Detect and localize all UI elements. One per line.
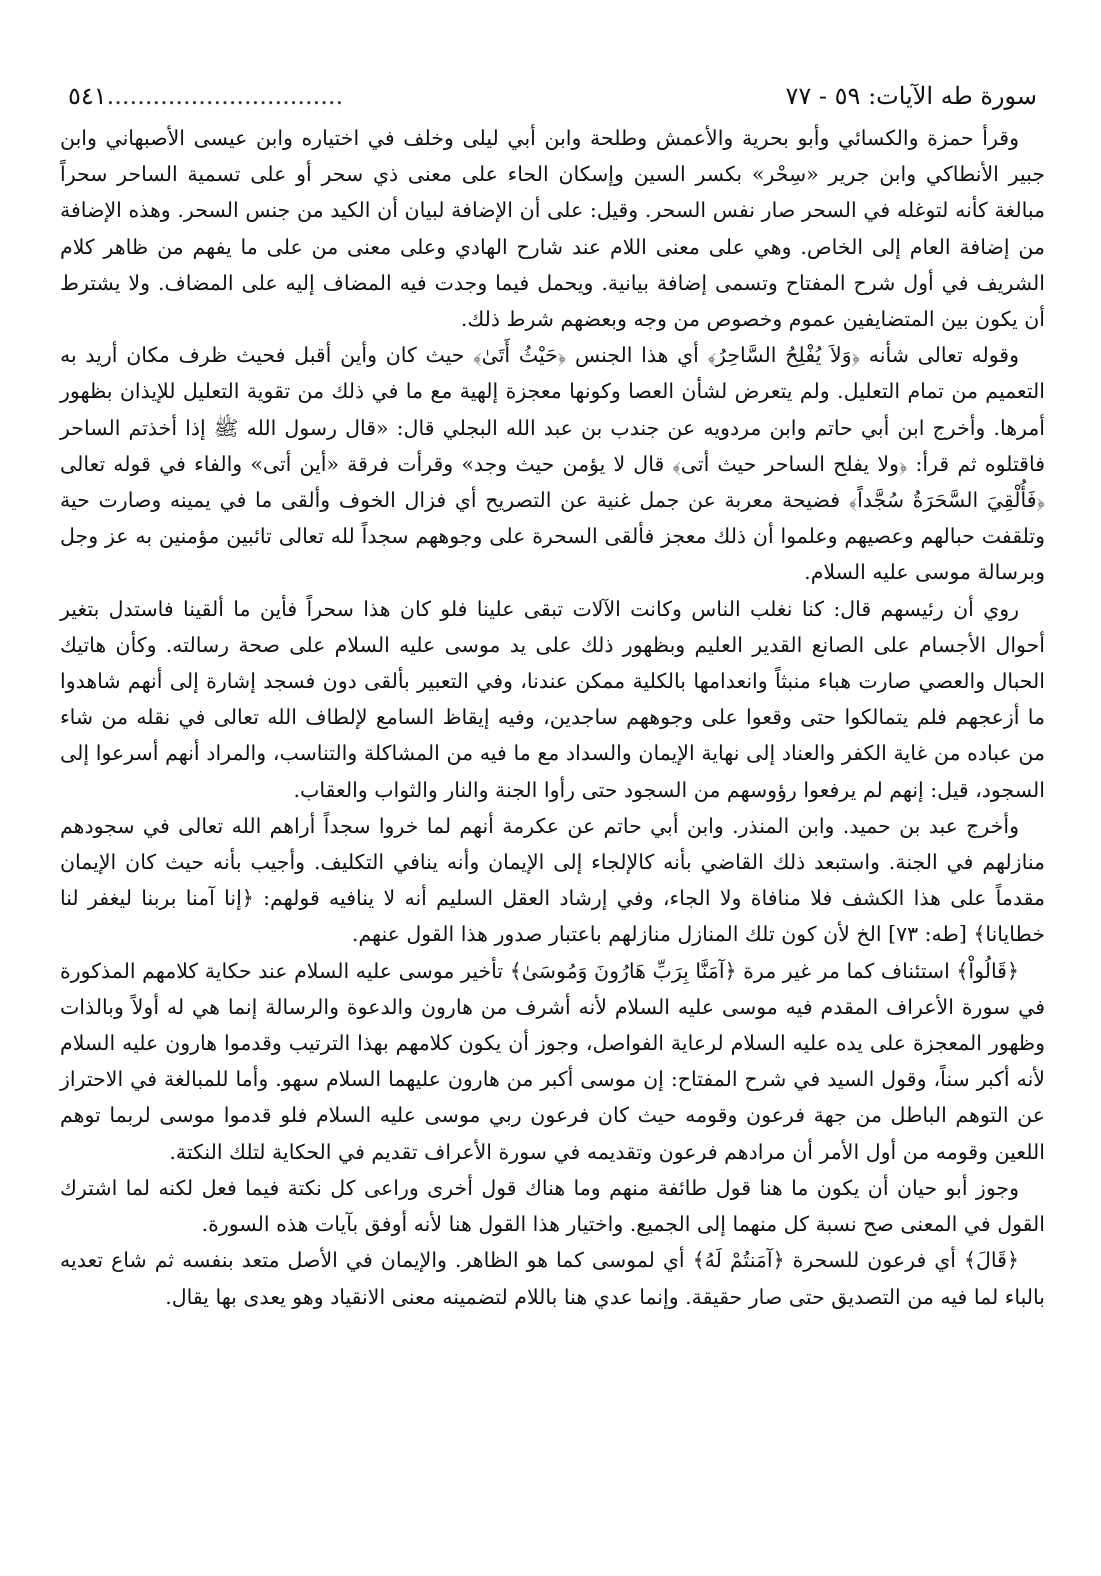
paragraph-3: روي أن رئيسهم قال: كنا نغلب الناس وكانت الآلات تبقى علينا فلو كان هذا سحراً فأين ما ألقينا فاستدل بتغير أحوال الأجسام على الصانع القدير العليم وبظهور ذلك على يد موسى عليه السلام على صحة رسالته. وكأن هاتيك الحبال والعصي صارت هباء منبثاً وانعدامها بالكلية ممكن عندنا، وفي التعبير بألقى دون فسجد إشارة إلى أنهم شاهدوا ما أزعجهم فلم يتمالكوا حتى وقعوا على وجوههم ساجدين، وفيه إيقاظ السامع لإلطاف الله تعالى في نقله من شاء من عباده من غاية الكفر والعناد إلى نهاية الإيمان والسداد مع ما فيه من المشاكلة والتناسب، والمراد أنهم أسرعوا إلى السجود، قيل: إنهم لم يرفعوا رؤوسهم من السجود حتى رأوا الجنة والنار والثواب والعقاب. bbox=[60, 596, 1045, 802]
book-page bbox=[60, 78, 1045, 1558]
paragraph-2: وقوله تعالى شأنه ﴿وَلاَ يُفْلِحُ السَّاحِرُ﴾ أي هذا الجنس ﴿حَيْثُ أَتَىٰ﴾ حيث كان وأين أقبل فحيث ظرف مكان أريد به التعميم من تمام التعليل. ولم يتعرض لشأن العصا وكونها معجزة إلهية مع ما في ذلك من تقوية التعليل للإيذان بظهور أمرها. وأخرج ابن أبي حاتم وابن مردويه عن جندب بن عبد الله البجلي قال: «قال رسول الله ﷺ إذا أخذتم الساحر فاقتلوه ثم قرأ: ﴿ولا يفلح الساحر حيث أتى﴾ قال لا يؤمن حيث وجد» وقرأت فرقة «أين أتى» والفاء في قوله تعالى ﴿فَأُلْقِيَ السَّحَرَةُ سُجَّداً﴾ فضيحة معربة عن جمل غنية عن التصريح أي فزال الخوف وألقى ما في يمينه وصارت حية وتلقفت حبالهم وعصيهم وعلموا أن ذلك معجز فألقى السحرة على وجوههم سجداً لله تعالى تائبين مؤمنين به عز وجل وبرسالة موسى عليه السلام. bbox=[60, 343, 1045, 585]
paragraph-1: وقرأ حمزة والكسائي وأبو بحرية والأعمش وطلحة وابن أبي ليلى وخلف في اختياره وابن عيسى الأصبهاني وابن جبير الأنطاكي وابن جرير «سِحْر» بكسر السين وإسكان الحاء على معنى ذي سحر أو على تسمية الساحر سحراً مبالغة كأنه لتوغله في السحر صار نفس السحر. وقيل: على أن الإضافة لبيان أن الكيد من جنس السحر. وهذه الإضافة من إضافة العام إلى الخاص. وهي على معنى اللام عند شارح الهادي وعلى معنى من على ما يفهم من ظاهر كلام الشريف في أول شرح المفتاح وتسمى إضافة بيانية. ويحمل فيما وجدت فيه المضاف إليه على المضاف. ولا يشترط أن يكون بين المتضايفين عموم وخصوص من وجه وبعضهم شرط ذلك. bbox=[60, 126, 1046, 332]
page-body bbox=[60, 120, 1045, 1315]
page-number: ٥٤١ bbox=[68, 82, 107, 110]
page-number-group bbox=[68, 78, 343, 114]
paragraph-6: وجوز أبو حيان أن يكون ما هنا قول طائفة منهم وما هناك قول أخرى وراعى كل نكتة فيما فعل لكنه لما اشترك القول في المعنى صح نسبة كل منهما إلى الجميع. واختيار هذا القول هنا لأنه أوفق بآيات هذه السورة. bbox=[60, 1175, 1045, 1237]
surah-title: سورة طه الآيات: ٥٩ - ٧٧ bbox=[785, 82, 1037, 110]
running-header bbox=[60, 78, 1045, 118]
paragraph-4: وأخرج عبد بن حميد. وابن المنذر. وابن أبي حاتم عن عكرمة أنهم لما خروا سجداً أراهم الله تعالى في سجودهم منازلهم في الجنة. واستبعد ذلك القاضي بأنه كالإلجاء إلى الإيمان وأنه ينافي التكليف. وأجيب بأنه حيث كان الإيمان مقدماً على هذا الكشف فلا منافاة ولا الجاء، وفي إرشاد العقل السليم أنه لا ينافيه قولهم: ﴿إنا آمنا بربنا ليغفر لنا خطايانا﴾ [طه: ٧٣] الخ لأن كون تلك المنازل منازلهم باعتبار صدور هذا القول عنهم. bbox=[60, 813, 1045, 947]
paragraph-5: ﴿قَالُواْ﴾ استئناف كما مر غير مرة ﴿آمَنَّا بِرَبِّ هَارُونَ وَمُوسَىٰ﴾ تأخير موسى عليه السلام عند حكاية كلامهم المذكورة في سورة الأعراف المقدم فيه موسى عليه السلام لأنه أشرف من هارون والدعوة والرسالة إنما هي له أولاً وبالذات وظهور المعجزة على يده عليه السلام لرعاية الفواصل، وجوز أن يكون كلامهم بهذا الترتيب وقدموا هارون عليه السلام لأنه أكبر سناً، وقول السيد في شرح المفتاح: إن موسى أكبر من هارون عليهما السلام سهو. وأما للمبالغة في الاحتراز عن التوهم الباطل من جهة فرعون وقومه حيث كان فرعون ربي موسى عليه السلام فلو قدموا موسى لربما توهم اللعين وقومه من أول الأمر أن مرادهم فرعون وتقديمه في سورة الأعراف تقديم في الحكاية لتلك النكتة. bbox=[60, 958, 1045, 1164]
leader-dots: ............................... bbox=[106, 82, 344, 110]
paragraph-7: ﴿قَالَ﴾ أي فرعون للسحرة ﴿آمَنتُمْ لَهُ﴾ أي لموسى كما هو الظاهر. والإيمان في الأصل متعد بنفسه ثم شاع تعديه بالباء لما فيه من التصديق حتى صار حقيقة. وإنما عدي هنا باللام لتضمينه معنى الانقياد وهو يعدى بها يقال. bbox=[60, 1248, 1045, 1309]
